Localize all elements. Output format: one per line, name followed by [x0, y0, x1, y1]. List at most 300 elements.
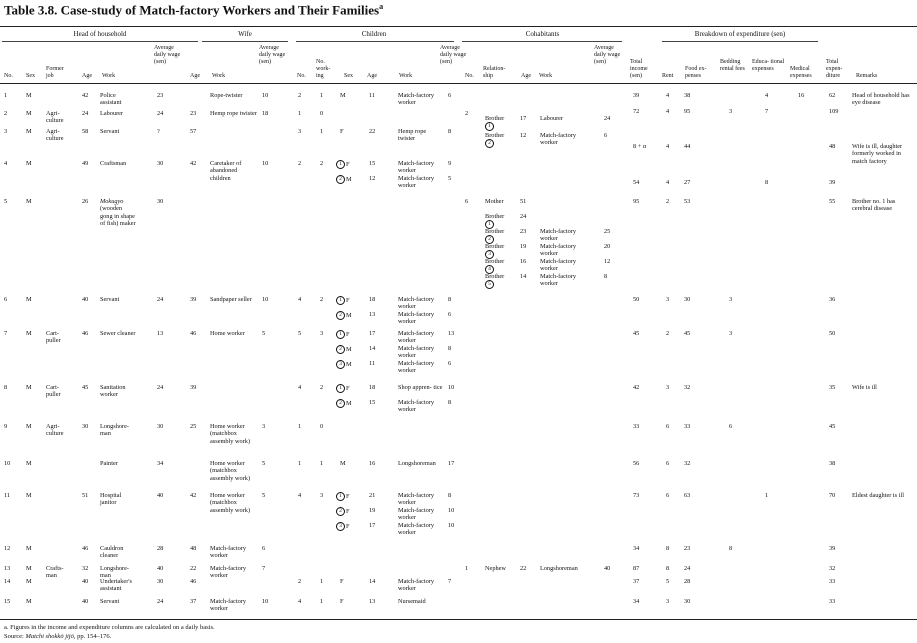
- rent: 3: [666, 296, 670, 303]
- food-expenses: 33: [684, 423, 691, 430]
- head-wage: 40: [157, 492, 164, 499]
- child-sex: [336, 384, 350, 393]
- head-wage: 13: [157, 330, 164, 337]
- child-work: Hemp rope twister: [398, 128, 427, 143]
- group-head-of-household: Head of household: [73, 30, 127, 38]
- children-count: 1: [298, 110, 302, 117]
- cohabitant-age: 19: [520, 243, 527, 250]
- remarks: Brother no. 1 has cerebral disease: [852, 198, 896, 213]
- col-cohab-no: No.: [465, 73, 474, 79]
- rent: 3: [666, 384, 670, 391]
- head-age: 46: [82, 330, 89, 337]
- child-age: 12: [369, 175, 376, 182]
- col-cohab-relationship: Relation- ship: [483, 66, 506, 79]
- child-wage: 6: [448, 92, 452, 99]
- cohabitant-relation: Mother: [485, 198, 504, 205]
- child-work: Match-factory worker: [398, 345, 435, 360]
- child-wage: 13: [448, 330, 455, 337]
- child-order-badge: 1: [336, 330, 345, 339]
- head-wage: 34: [157, 460, 164, 467]
- head-sex: M: [26, 565, 32, 572]
- total-expenditure: 109: [829, 108, 839, 115]
- col-wife-wage: Average daily wage (sen): [259, 45, 286, 65]
- col-rent: Rent: [662, 73, 674, 79]
- bedding-fees: 3: [729, 108, 733, 115]
- child-sex: [336, 399, 352, 408]
- group-cohabitants: Cohabitants: [525, 30, 560, 38]
- cohabitant-wage: 25: [604, 228, 611, 235]
- head-work: Police assistant: [100, 92, 122, 107]
- child-sex: [336, 296, 350, 305]
- group-breakdown: Breakdown of expenditure (sen): [694, 30, 786, 38]
- child-wage: 6: [448, 311, 452, 318]
- cohabitant-count: 2: [465, 110, 469, 117]
- group-rule-breakdown: [662, 41, 818, 42]
- food-expenses: 45: [684, 330, 691, 337]
- food-expenses: 38: [684, 92, 691, 99]
- head-sex: M: [26, 423, 32, 430]
- total-income: 34: [633, 598, 640, 605]
- child-sex-value: M: [340, 92, 346, 99]
- head-sex: M: [26, 460, 32, 467]
- head-sex: M: [26, 330, 32, 337]
- total-income: 37: [633, 578, 640, 585]
- children-count: 4: [298, 296, 302, 303]
- wife-work: Home worker (matchbox assembly work): [210, 492, 251, 514]
- col-child-work: Work: [399, 73, 413, 79]
- children-working: 2: [320, 160, 324, 167]
- child-sex-value: F: [346, 160, 350, 168]
- children-count: 5: [298, 330, 302, 337]
- children-count: 2: [298, 578, 302, 585]
- row-number: 1: [4, 92, 8, 99]
- head-sex: M: [26, 92, 32, 99]
- rent: 4: [666, 143, 670, 150]
- cohabitant-age: 24: [520, 213, 527, 220]
- footnote: a. Figures in the income and expenditure columns are calculated on a daily basis.: [4, 624, 215, 631]
- child-work: Nursemaid: [398, 598, 426, 605]
- col-cohab-wage: Average daily wage (sen): [594, 45, 621, 65]
- col-bedding: Bedding rental fees: [720, 59, 745, 72]
- educational-expenses: 8: [765, 179, 769, 186]
- child-age: 14: [369, 345, 376, 352]
- head-age: 40: [82, 296, 89, 303]
- child-sex: [336, 330, 350, 339]
- cohabitant-order-badge: 5: [485, 280, 494, 289]
- cohabitant-relationship: [485, 565, 517, 572]
- col-sex: Sex: [26, 73, 35, 79]
- child-sex: [336, 345, 352, 354]
- child-work: Match-factory worker: [398, 399, 435, 414]
- child-wage: 10: [448, 384, 455, 391]
- cohabitant-work: Longshoreman: [540, 565, 578, 572]
- cohabitant-age: 17: [520, 115, 527, 122]
- child-wage: 8: [448, 345, 452, 352]
- food-expenses: 53: [684, 198, 691, 205]
- cohabitant-relation: Nephew: [485, 565, 506, 572]
- row-number: 6: [4, 296, 8, 303]
- children-working: 0: [320, 423, 324, 430]
- total-expenditure: 39: [829, 545, 836, 552]
- cohabitant-relation: Brother: [485, 273, 505, 280]
- head-sex: M: [26, 198, 32, 205]
- head-work: [100, 198, 136, 228]
- head-former-job: Agri- culture: [46, 423, 64, 438]
- row-number: 4: [4, 160, 8, 167]
- head-work: Longshore- man: [100, 565, 130, 580]
- child-work: Match-factory worker: [398, 492, 435, 507]
- rent: 2: [666, 330, 670, 337]
- rent: 6: [666, 492, 670, 499]
- head-wage: 24: [157, 598, 164, 605]
- cohabitant-order-badge: 3: [485, 250, 494, 259]
- col-wage: Average daily wage (sen): [154, 45, 181, 65]
- child-age: 13: [369, 311, 376, 318]
- head-former-job: Agri- culture: [46, 110, 64, 125]
- child-work: Match-factory worker: [398, 578, 435, 593]
- cohabitant-age: 16: [520, 258, 527, 265]
- total-income: 54: [633, 179, 640, 186]
- child-wage: 8: [448, 128, 452, 135]
- rent: 2: [666, 198, 670, 205]
- child-sex: [340, 460, 346, 467]
- child-age: 17: [369, 522, 376, 529]
- child-work: Match-factory worker: [398, 311, 435, 326]
- child-sex-value: F: [346, 296, 350, 304]
- wife-wage: 10: [262, 160, 269, 167]
- child-age: 19: [369, 507, 376, 514]
- col-work: Work: [102, 73, 116, 79]
- group-wife: Wife: [238, 30, 252, 38]
- child-sex: [340, 598, 344, 605]
- rent: 5: [666, 578, 670, 585]
- food-expenses: 28: [684, 578, 691, 585]
- wife-work: Hemp rope twister: [210, 110, 257, 117]
- wife-age: 39: [190, 384, 197, 391]
- cohabitant-relationship: [485, 132, 517, 148]
- cohabitant-count: 1: [465, 565, 469, 572]
- child-wage: 10: [448, 507, 455, 514]
- child-sex-value: F: [346, 492, 350, 500]
- head-age: 46: [82, 545, 89, 552]
- child-age: 15: [369, 160, 376, 167]
- head-sex: M: [26, 128, 32, 135]
- total-expenditure: 33: [829, 598, 836, 605]
- head-wage: 30: [157, 423, 164, 430]
- children-working: 1: [320, 92, 324, 99]
- child-work: Match-factory worker: [398, 296, 435, 311]
- head-age: 45: [82, 384, 89, 391]
- group-rule-cohabitants: [462, 41, 622, 42]
- children-working: 3: [320, 492, 324, 499]
- cohabitant-wage: 8: [604, 273, 608, 280]
- rent: 8: [666, 565, 670, 572]
- row-number: 12: [4, 545, 11, 552]
- wife-age: 42: [190, 492, 197, 499]
- total-expenditure: 62: [829, 92, 836, 99]
- head-sex: M: [26, 384, 32, 391]
- head-age: 26: [82, 198, 89, 205]
- cohabitant-order-badge: 1: [485, 220, 494, 229]
- row-number: 10: [4, 460, 11, 467]
- head-sex: M: [26, 110, 32, 117]
- child-sex: [340, 92, 346, 99]
- bedding-fees: 6: [729, 423, 733, 430]
- child-order-badge: 2: [336, 345, 345, 354]
- child-order-badge: 3: [336, 360, 345, 369]
- child-wage: 8: [448, 296, 452, 303]
- child-wage: 17: [448, 460, 455, 467]
- bedding-fees: 3: [729, 296, 733, 303]
- cohabitant-work: Match-factory worker: [540, 273, 577, 288]
- child-sex-value: F: [346, 330, 350, 338]
- food-expenses: 32: [684, 460, 691, 467]
- row-number: 9: [4, 423, 8, 430]
- food-expenses: 95: [684, 108, 691, 115]
- child-order-badge: 1: [336, 492, 345, 501]
- child-age: 15: [369, 399, 376, 406]
- head-age: 40: [82, 578, 89, 585]
- wife-work: Home worker (matchbox assembly work): [210, 423, 251, 445]
- total-income: 42: [633, 384, 640, 391]
- col-remarks: Remarks: [856, 73, 878, 79]
- cohabitant-relationship: [485, 258, 517, 274]
- wife-age: 46: [190, 330, 197, 337]
- source-note: Source: Matchi shokkō jijō, pp. 154–176.: [4, 633, 112, 640]
- total-expenditure: 32: [829, 565, 836, 572]
- cohabitant-wage: 40: [604, 565, 611, 572]
- wife-wage: 10: [262, 296, 269, 303]
- wife-age: 23: [190, 110, 197, 117]
- col-child-sex: Sex: [344, 73, 353, 79]
- head-age: 58: [82, 128, 89, 135]
- wife-wage: 5: [262, 460, 266, 467]
- cohabitant-order-badge: 4: [485, 265, 494, 274]
- rent: 3: [666, 598, 670, 605]
- row-number: 15: [4, 598, 11, 605]
- cohabitant-relationship: [485, 115, 517, 131]
- head-age: 30: [82, 423, 89, 430]
- child-sex: [340, 578, 344, 585]
- table-title: Table 3.8. Case-study of Match-factory Workers and Their Families$^a$: [4, 2, 384, 18]
- cohabitant-order-badge: 1: [485, 122, 494, 131]
- head-wage: 30: [157, 578, 164, 585]
- wife-wage: 5: [262, 492, 266, 499]
- wife-work: Match-factory worker: [210, 598, 247, 613]
- rent: 6: [666, 460, 670, 467]
- child-sex-value: M: [346, 345, 352, 353]
- head-work: Hospital janitor: [100, 492, 122, 507]
- head-age: 40: [82, 598, 89, 605]
- head-work: Craftsman: [100, 160, 127, 167]
- col-medical: Medical expenses: [790, 66, 812, 79]
- head-sex: M: [26, 160, 32, 167]
- cohabitant-relation: Brother: [485, 132, 505, 139]
- head-age: 24: [82, 110, 89, 117]
- child-work: Shop appren- tice: [398, 384, 443, 391]
- educational-expenses: 4: [765, 92, 769, 99]
- cohabitant-work: Match-factory worker: [540, 243, 577, 258]
- cohabitant-relationship: [485, 273, 517, 289]
- wife-wage: 3: [262, 423, 266, 430]
- rent: 4: [666, 92, 670, 99]
- child-age: 11: [369, 92, 376, 99]
- head-work: Undertaker's assistant: [100, 578, 132, 593]
- col-wife-age: Age: [190, 73, 200, 79]
- child-order-badge: 1: [336, 384, 345, 393]
- wife-age: 42: [190, 160, 197, 167]
- child-work: Match-factory worker: [398, 507, 435, 522]
- total-expenditure: 35: [829, 384, 836, 391]
- cohabitant-wage: 20: [604, 243, 611, 250]
- total-expenditure: 50: [829, 330, 836, 337]
- remarks: Eldest daughter is ill: [852, 492, 904, 499]
- head-work: Longshore- man: [100, 423, 130, 438]
- food-expenses: 30: [684, 296, 691, 303]
- child-work: Match-factory worker: [398, 160, 435, 175]
- child-sex: [336, 492, 350, 501]
- head-sex: M: [26, 598, 32, 605]
- cohabitant-relation: Brother: [485, 258, 505, 265]
- total-income: 50: [633, 296, 640, 303]
- child-sex-value: F: [340, 578, 344, 585]
- cohabitant-order-badge: 2: [485, 235, 494, 244]
- head-work: Servant: [100, 598, 120, 605]
- child-wage: 10: [448, 522, 455, 529]
- child-age: 14: [369, 578, 376, 585]
- child-wage: 8: [448, 492, 452, 499]
- head-wage: 23: [157, 92, 164, 99]
- food-expenses: 63: [684, 492, 691, 499]
- wife-work: Sandpaper seller: [210, 296, 252, 303]
- food-expenses: 27: [684, 179, 691, 186]
- wife-work: Match-factory worker: [210, 545, 247, 560]
- child-sex: [336, 507, 350, 516]
- child-age: 13: [369, 598, 376, 605]
- remarks: Wife is ill, daughter formerly worked in match factory: [852, 143, 903, 165]
- wife-work: Match-factory worker: [210, 565, 247, 580]
- child-order-badge: 2: [336, 175, 345, 184]
- educational-expenses: 7: [765, 108, 769, 115]
- child-work: Longshoreman: [398, 460, 436, 467]
- col-food: Food ex- penses: [685, 66, 707, 79]
- children-working: 3: [320, 330, 324, 337]
- total-income: 72: [633, 108, 640, 115]
- total-expenditure: 48: [829, 143, 836, 150]
- child-order-badge: 2: [336, 507, 345, 516]
- child-wage: 8: [448, 399, 452, 406]
- child-order-badge: 3: [336, 522, 345, 531]
- cohabitant-relationship: [485, 198, 517, 205]
- wife-wage: 5: [262, 330, 266, 337]
- remarks: Head of household has eye disease: [852, 92, 910, 107]
- head-work: Servant: [100, 296, 120, 303]
- child-order-badge: 2: [336, 311, 345, 320]
- head-work: Labourer: [100, 110, 124, 117]
- child-order-badge: 2: [336, 399, 345, 408]
- children-working: 0: [320, 110, 324, 117]
- child-work: Match-factory worker: [398, 330, 435, 345]
- col-no: No.: [4, 73, 13, 79]
- child-age: 18: [369, 296, 376, 303]
- cohabitant-work: Labourer: [540, 115, 564, 122]
- col-total-expenditure: Total expen- diture: [826, 59, 843, 79]
- child-age: 17: [369, 330, 376, 337]
- child-work: Match-factory worker: [398, 522, 435, 537]
- children-count: 4: [298, 492, 302, 499]
- cohabitant-relation: Brother: [485, 228, 505, 235]
- cohabitant-work: Match-factory worker: [540, 258, 577, 273]
- child-sex: [336, 522, 350, 531]
- food-expenses: 44: [684, 143, 691, 150]
- child-wage: 6: [448, 360, 452, 367]
- cohabitant-relation: Brother: [485, 243, 505, 250]
- child-age: 16: [369, 460, 376, 467]
- row-number: 3: [4, 128, 8, 135]
- bedding-fees: 3: [729, 330, 733, 337]
- child-age: 18: [369, 384, 376, 391]
- total-expenditure: 38: [829, 460, 836, 467]
- cohabitant-work: Match-factory worker: [540, 132, 577, 147]
- wife-wage: 18: [262, 110, 269, 117]
- child-sex: [336, 360, 352, 369]
- col-child-age: Age: [367, 73, 377, 79]
- medical-expenses: 16: [798, 92, 805, 99]
- child-age: 11: [369, 360, 376, 367]
- food-expenses: 30: [684, 598, 691, 605]
- child-sex-value: F: [340, 598, 344, 605]
- wife-wage: 6: [262, 545, 266, 552]
- head-work: Sewer cleaner: [100, 330, 136, 337]
- child-work: Match-factory worker: [398, 92, 435, 107]
- cohabitant-relation: Brother: [485, 213, 505, 220]
- cohabitant-relation: Brother: [485, 115, 505, 122]
- wife-work: Caretaker of abandoned children: [210, 160, 242, 182]
- total-income: 8 + α: [633, 143, 647, 150]
- total-income: 87: [633, 565, 640, 572]
- total-income: 56: [633, 460, 640, 467]
- total-expenditure: 36: [829, 296, 836, 303]
- total-expenditure: 45: [829, 423, 836, 430]
- educational-expenses: 1: [765, 492, 769, 499]
- head-work-italic: Mokugyo: [100, 198, 124, 205]
- col-former-job: Former job: [46, 66, 64, 79]
- child-wage: 5: [448, 175, 452, 182]
- rent: 6: [666, 423, 670, 430]
- head-former-job: Crafts- man: [46, 565, 64, 580]
- child-sex: [336, 175, 352, 184]
- cohabitant-order-badge: 2: [485, 139, 494, 148]
- child-sex-value: M: [346, 311, 352, 319]
- col-child-working: No. work- ing: [316, 59, 331, 79]
- bedding-fees: 8: [729, 545, 733, 552]
- group-rule-wife: [202, 41, 288, 42]
- col-cohab-work: Work: [539, 73, 553, 79]
- remarks: Wife is ill: [852, 384, 877, 391]
- cohabitant-wage: 6: [604, 132, 608, 139]
- child-sex: [336, 311, 352, 320]
- wife-age: 25: [190, 423, 197, 430]
- cohabitant-age: 12: [520, 132, 527, 139]
- children-working: 1: [320, 598, 324, 605]
- rent: 8: [666, 545, 670, 552]
- child-order-badge: 1: [336, 296, 345, 305]
- child-sex-value: F: [346, 522, 350, 530]
- head-work: Servant: [100, 128, 120, 135]
- col-wife-work: Work: [212, 73, 226, 79]
- food-expenses: 23: [684, 545, 691, 552]
- rent: 4: [666, 179, 670, 186]
